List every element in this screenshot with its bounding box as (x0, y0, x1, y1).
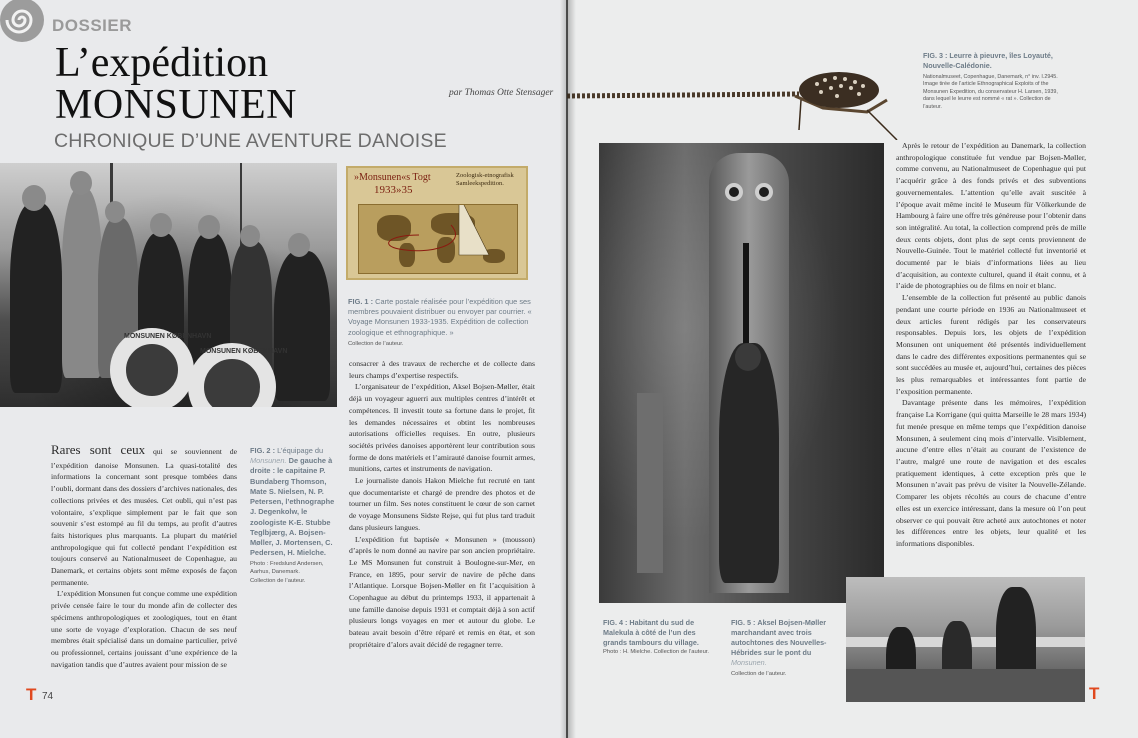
page-title-line-1: L’expédition (55, 40, 269, 86)
lifebuoy-text: MONSUNEN KØBENHAVN (124, 333, 212, 340)
fig4-label: FIG. 4 : (603, 618, 628, 627)
lifebuoy-text: MONSUNEN KØBENHAVN (200, 348, 288, 355)
fig3-text: Leurre à pieuvre, îles Loyauté, Nouvelle-Calédonie. (923, 51, 1053, 70)
fig4-caption (603, 618, 715, 657)
fig5-caption (731, 618, 843, 679)
fig2-caption (250, 446, 342, 586)
crew-member (274, 251, 330, 401)
deck (846, 669, 1085, 702)
fig2-credit-2: Collection de l’auteur. (250, 578, 306, 585)
crew-head (288, 233, 310, 257)
crew-head (105, 201, 125, 223)
fig2-credit-1: Photo : Fredslund Andersen, Aarhus, Danemark. (250, 561, 324, 576)
fig5-ship: Monsunen. (731, 657, 767, 667)
postcard-image (346, 166, 528, 280)
page-subtitle: CHRONIQUE D’UNE AVENTURE DANOISE (54, 130, 447, 152)
fig2-ship: Monsunen. (250, 456, 287, 466)
fig1-caption (348, 297, 533, 349)
byline: par Thomas Otte Stensager (449, 88, 554, 98)
paragraph: qui se souviennent de l’expédition danoise Monsunen. La quasi-totalité des informations la concernant sont presque tombées dans l’oubli, dormant dans des dossiers d’archives nationales, des collections privées et des musées. Cet oubli, qui n’est pas volontaire, s’explique simplement par le fait que son souvenir s’est estompé au fil du temps, au profit d’autres faits historiques plus marquants. La plupart du matériel anthropologique qui fut collecté pendant l’expédition est toujours conservé au Nationalmuseet de Copenhague, au Danemark, et certains objets sont même exposés de façon permanente. (51, 447, 238, 587)
malekula-drum-photo (599, 143, 884, 603)
paragraph: L’expédition Monsunen fut conçue comme une expédition privée censée faire le tour du monde afin de collecter des spécimens anthropologiques et zoologiques, tout en étant une sorte de voyage d’exploration. Chacun de ses neuf membres était spécialisé dans un domaine particulier, privé ou professionnel, certains jouissant d’une expérience de la navigation tandis que d’autres avaient pour mission de se (51, 589, 237, 669)
ship-deck-photo (846, 577, 1085, 702)
fig2-text-head: L’équipage du (277, 446, 324, 455)
fig3-credit: Nationalmuseet, Copenhague, Danemark, n° inv. I.2945. Image tirée de l’article Ethnographical Exploits of the Monsunen Expedition, du conservateur H. Larsen, 1939, dans lequel le leurre est nommé « rat ». Collection de l’auteur. (923, 73, 1058, 110)
fig1-credit: Collection de l’auteur. (348, 340, 404, 347)
body-column-2 (349, 358, 535, 651)
fig5-credit: Collection de l’auteur. (731, 670, 787, 677)
postcard-subtitle: Zoologisk-etnografisk Samleekspedition. (456, 172, 514, 187)
page-gutter (560, 0, 576, 738)
drum-eye (725, 183, 743, 201)
fig4-credit: Photo : H. Mielche. Collection de l’auteur. (603, 648, 710, 655)
octopus-lure-image (567, 70, 917, 140)
crew-member (62, 188, 102, 378)
fig5-label: FIG. 5 : (731, 618, 756, 627)
page-number: 74 (42, 691, 54, 702)
crew-head (198, 215, 220, 239)
crew-head (70, 171, 92, 195)
postcard-world-map (358, 204, 518, 274)
postcard-title: »Monsunen«s Togt (354, 172, 431, 183)
postcard-years: 1933»35 (374, 184, 413, 196)
fig2-label: FIG. 2 : (250, 446, 276, 455)
crew-head (22, 185, 46, 211)
brand-t-icon: T (26, 685, 37, 704)
paragraph: L’organisateur de l’expédition, Aksel Bojsen-Møller, était déjà un voyageur aguerri aux multiples centres d’intérêt et compétences. Il investit toute sa fortune dans le projet, fit les demandes nécessaires et obtint les nombreuses autorisations officielles requises. En outre, plusieurs sociétés privées danoises apportèrent leur contribution sous forme de dons matériels et l’amirauté danoise fournit armes, munitions, cartes et instruments de navigation. (349, 382, 535, 474)
fig1-text: Carte postale réalisée pour l’expédition que ses membres pouvaient distribuer ou envoyer par courrier. « Voyage Monsunen 1933-1935. Expédition de collection zoologique et ethnographique. » (348, 297, 532, 337)
crew-head (150, 213, 172, 237)
section-tag: DOSSIER (52, 16, 133, 35)
fig2-text: De gauche à droite : le capitaine P. Bundaberg Thomson, Mate S. Nielsen, N. P. Petersen, l’ethnographe J. Degenkolw, le zoologiste K-E. Stubbe Teglbjærg, A. Bojsen-Møller, J. Mortensen, C. Pedersen, H. Mielche. (250, 456, 335, 558)
fig1-label: FIG. 1 : (348, 297, 374, 306)
villager-figure (719, 343, 779, 583)
paragraph: Après le retour de l’expédition au Danemark, la collection anthropologique constituée fut vendue par Bojsen-Møller, comme convenu, au Nationalmuseet de Copenhague qui put l’acquérir grâce à des fonds privés et des subventions gouvernementales. L’attention qu’elle avait suscitée à l’époque avait même incité le Museum für Völkerkunde de Hambourg à faire une offre très généreuse pour l’obtenir dans son intégralité. Au total, la collection comprend près de mille deux cents objets, dont plus de sept cents proviennent de Nouvelle-Guinée. Tout le matériel collecté fut inventorié et documenté par le biais d’informations liées au lieu d’acquisition, au contexte culturel, quand il était connu, et à l’aide de photographies ou de films en noir et blanc. (896, 141, 1086, 291)
paragraph: Davantage présente dans les mémoires, l’expédition française La Korrigane (qui quitta Marseille le 28 mars 1934) fut menée presque en même temps que l’expédition danoise Monsunen, à seulement cinq mois d’intervalle. Visiblement, aucune d’entre elles n’était au courant de l’existence de l’autre, malgré une route de navigation et des escales pratiquement identiques, à cette exception près que le Monsunen n’avait pas prévu de visiter la Nouvelle-Zélande. Comparer les objets récoltés au cours de chacune d’entre elles est un exercice intéressant, dans la mesure où l’on peut observer ce qui pouvait être acheté aux autochtones et noter les différences entre les objets, leur qualité et les informations disponibles. (896, 398, 1086, 548)
page-title-line-2: MONSUNEN (55, 82, 298, 128)
paragraph: L’ensemble de la collection fut présenté au public danois pendant une courte période en 1936 au Nationalmuseet et deux articles furent rédigés par les conservateurs responsables. Depuis lors, les objets de l’expédition Monsunen ont uniquement été présentés individuellement dans le cadre des différentes expositions permanentes qui se sont succédées au musée et, aujourd’hui, certaines des pièces les plus remarquables et intéressantes font partie de l’exposition permanente. (896, 293, 1086, 396)
paragraph: consacrer à des travaux de recherche et de collecte dans leurs champs d’expertise respectifs. (349, 359, 535, 380)
crew-member (10, 203, 62, 393)
fig5-text: Aksel Bojsen-Møller marchandant avec trois autochtones des Nouvelles-Hébrides sur le pont du (731, 618, 827, 657)
left-page (0, 0, 566, 738)
villager-head (735, 343, 761, 371)
fig4-text: Habitant du sud de Malekula à côté de l’un des grands tambours du village. (603, 618, 699, 647)
body-column-1 (51, 440, 237, 670)
brand-t-icon: T (1089, 684, 1100, 703)
fig3-label: FIG. 3 : (923, 51, 948, 60)
route-line (359, 205, 519, 275)
body-column-3 (896, 140, 1086, 550)
paragraph: Le journaliste danois Hakon Mielche fut recruté en tant que documentariste et chargé de prendre des photos et de tourner un film. Ses notes constituent le cœur de son carnet de voyage Monsunens Sidste Rejse, qui fut plus tard traduit dans plusieurs langues. (349, 476, 535, 532)
paragraph: L’expédition fut baptisée « Monsunen » (mousson) d’après le nom donné au navire par son ancien propriétaire. Le MS Monsunen fut construit à Boulogne-sur-Mer, en France, en 1895, pour servir de navire de pêche dans l’Atlantique. Lorsque Bojsen-Møller en fit l’acquisition à Copenhague au début du printemps 1933, il appartenait à une famille danoise depuis 1931 et comptait déjà à son actif plusieurs longs voyages en mer et autour du globe. Le bateau avait besoin d’être réparé et remis en état, et son propriétaire d’alors avait décidé de regagner terre. (349, 534, 535, 649)
fig3-caption (923, 51, 1068, 111)
crew-photo (0, 163, 337, 407)
post (637, 393, 663, 573)
crew-head (240, 225, 260, 247)
lead-in: Rares sont ceux (51, 442, 146, 457)
drum-eye (755, 183, 773, 201)
spiral-logo-icon (0, 0, 46, 46)
